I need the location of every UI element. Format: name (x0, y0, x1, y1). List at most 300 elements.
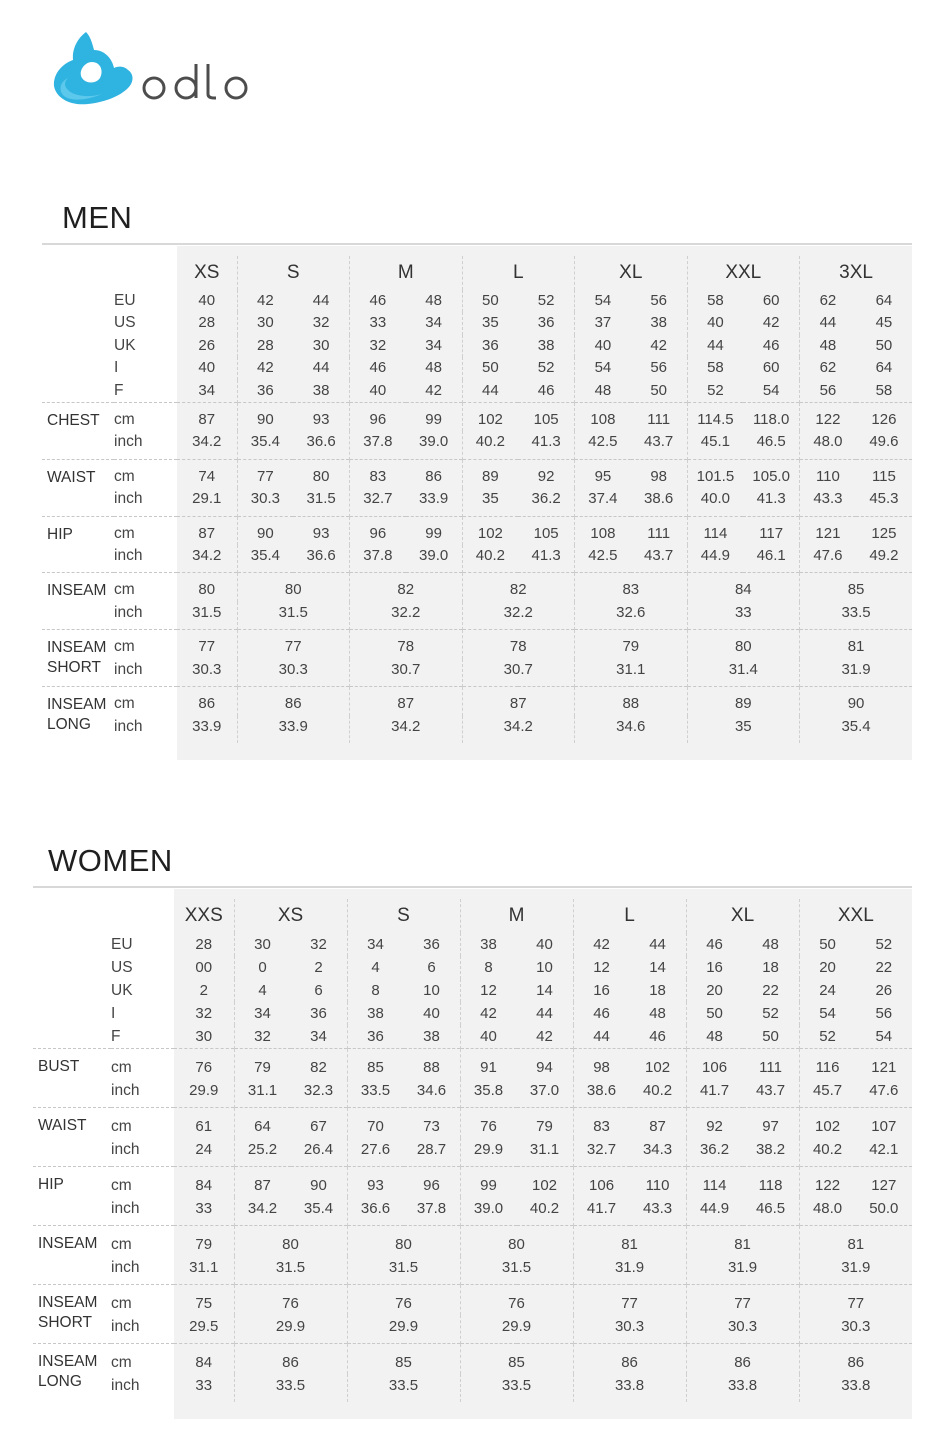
men-conversion-cell: 40 (707, 314, 724, 332)
men-measure-cell: 49.6 (869, 433, 899, 451)
women-conversion-cell: 46 (630, 1025, 687, 1049)
women-measure-cell: 77 (686, 1285, 799, 1316)
women-measure-cell: 76 (174, 1049, 234, 1080)
men-measure-label (42, 403, 114, 460)
women-measure-label (33, 1344, 111, 1403)
women-measure-row (33, 1374, 912, 1402)
women-measure-label (33, 1167, 111, 1226)
men-conversion-cell: 58 (707, 292, 724, 309)
men-conversion-cell: 48 (594, 381, 612, 399)
unit-label: cm (114, 687, 177, 716)
men-conversion-cell: 56 (631, 290, 687, 312)
women-measure-cell: 29.9 (174, 1079, 234, 1108)
women-conversion-cell: 56 (875, 1005, 893, 1022)
men-conversion-cell: 46 (369, 292, 387, 309)
men-measure-cell: 102 (462, 403, 518, 432)
women-measure-label-line: INSEAM (38, 1294, 98, 1311)
women-measure-row (33, 1167, 912, 1198)
women-measure-cell: 81 (799, 1226, 912, 1257)
men-conversion-cell: 34 (406, 335, 462, 357)
men-measure-cell: 33.9 (237, 716, 350, 743)
women-measure-cell: 76 (234, 1285, 347, 1316)
women-conversion-cell: 52 (743, 1002, 800, 1025)
unit-label: inch (111, 1082, 140, 1099)
men-size-heading: XL (575, 256, 688, 290)
women-measure-cell: 38.2 (743, 1138, 800, 1167)
men-measure-cell: 96 (350, 403, 406, 432)
women-measure-cell: 38.6 (586, 1082, 617, 1099)
women-measure-cell: 75 (174, 1285, 234, 1316)
women-measure-cell: 85 (347, 1344, 460, 1375)
men-measure-cell: 45.3 (869, 490, 899, 508)
women-measure-cell: 31.1 (247, 1082, 278, 1099)
men-conversion-cell: 48 (406, 357, 462, 379)
women-conversion-cell: 6 (404, 956, 461, 979)
men-measure-cell: 35 (482, 490, 499, 508)
women-conversion-row (33, 1002, 912, 1025)
men-measure-label (42, 516, 114, 573)
men-conversion-cell: 32 (293, 312, 349, 334)
men-measure-cell: 79 (575, 630, 688, 659)
women-measure-cell: 67 (291, 1108, 348, 1139)
women-measure-cell: 76 (460, 1108, 517, 1139)
unit-label: cm (111, 1344, 174, 1375)
women-measure-cell: 48.0 (812, 1200, 843, 1217)
women-measure-cell: 122 (799, 1167, 856, 1198)
women-measure-cell: 50.0 (869, 1200, 899, 1217)
men-measure-cell: 35 (687, 716, 800, 743)
women-measure-cell: 107 (856, 1108, 913, 1139)
women-conversion-cell: 32 (291, 933, 348, 956)
women-conversion-cell: 34 (367, 936, 384, 953)
men-size-header-row (42, 256, 912, 290)
men-measure-cell: 30.3 (250, 490, 280, 508)
men-conversion-cell: 42 (743, 312, 799, 334)
men-measure-label-line: SHORT (47, 659, 101, 677)
women-measure-cell: 102 (517, 1167, 574, 1198)
men-conversion-cell: 50 (875, 336, 893, 354)
women-measure-cell: 80 (347, 1226, 460, 1257)
men-measure-cell: 45.1 (700, 433, 730, 451)
men-measure-cell: 41.3 (518, 431, 574, 459)
women-conversion-cell: 40 (517, 933, 574, 956)
women-measure-label (33, 1108, 111, 1167)
women-region-label: I (111, 1005, 116, 1022)
men-measure-cell: 89 (687, 687, 800, 716)
men-measure-cell: 41.3 (743, 488, 799, 516)
men-measure-cell: 87 (177, 516, 237, 545)
women-measure-cell: 86 (799, 1344, 912, 1375)
men-measure-cell: 80 (177, 573, 237, 602)
men-conversion-cell: 37 (594, 314, 612, 332)
men-measure-cell: 83 (575, 573, 688, 602)
men-measure-cell: 74 (177, 459, 237, 488)
women-measure-cell: 102 (799, 1108, 856, 1139)
men-conversion-cell: 28 (257, 336, 274, 354)
women-measure-cell: 77 (799, 1285, 912, 1316)
unit-label: inch (111, 1200, 140, 1217)
men-measure-cell: 98 (631, 459, 687, 488)
men-conversion-cell: 46 (369, 359, 387, 377)
men-conversion-cell: 42 (257, 292, 274, 309)
men-measure-cell: 49.2 (869, 547, 899, 565)
women-region-label: US (111, 959, 133, 976)
women-conversion-cell: 4 (258, 982, 267, 999)
women-measure-cell: 118 (743, 1167, 800, 1198)
men-measure-cell: 34.2 (350, 716, 463, 743)
men-size-heading: 3XL (839, 262, 873, 283)
women-conversion-cell: 12 (480, 982, 497, 999)
men-conversion-row (42, 312, 912, 334)
empty-cell (33, 1025, 111, 1049)
women-measure-cell: 106 (573, 1167, 630, 1198)
men-conversion-cell: 48 (406, 290, 462, 312)
men-conversion-row (42, 290, 912, 312)
women-measure-cell: 73 (404, 1108, 461, 1139)
men-region-label: EU (114, 292, 136, 309)
men-measure-cell: 31.5 (177, 602, 237, 630)
unit-label: cm (111, 1285, 174, 1316)
women-conversion-cell: 18 (743, 956, 800, 979)
women-measure-cell: 33.5 (460, 1374, 573, 1402)
men-conversion-cell: 33 (369, 314, 387, 332)
women-measure-cell: 99 (460, 1167, 517, 1198)
men-measure-cell: 115 (856, 459, 912, 488)
women-size-heading: M (460, 899, 573, 933)
women-measure-cell: 116 (799, 1049, 856, 1080)
empty-cell (42, 290, 114, 312)
women-measure-row (33, 1197, 912, 1226)
women-conversion-cell: 48 (743, 933, 800, 956)
women-measure-cell: 64 (234, 1108, 291, 1139)
men-measure-cell: 31.5 (293, 488, 349, 516)
women-measure-label (33, 1049, 111, 1108)
women-measure-cell: 40.2 (630, 1079, 687, 1108)
women-measure-cell: 86 (686, 1344, 799, 1375)
women-measure-cell: 87 (234, 1167, 291, 1198)
women-conversion-cell: 20 (819, 959, 836, 976)
women-measure-cell: 27.6 (360, 1141, 391, 1158)
women-conversion-cell: 8 (484, 959, 493, 976)
women-measure-cell: 85 (460, 1344, 573, 1375)
women-measure-cell: 81 (573, 1226, 686, 1257)
women-conversion-row (33, 956, 912, 979)
unit-label: inch (114, 660, 143, 678)
women-conversion-cell: 42 (593, 936, 610, 953)
men-measure-cell: 122 (800, 403, 856, 432)
women-measure-label-line: WAIST (38, 1117, 87, 1134)
women-conversion-cell: 32 (174, 1002, 234, 1025)
women-measure-cell: 87 (630, 1108, 687, 1139)
men-measure-cell: 99 (406, 516, 462, 545)
men-measure-cell: 96 (350, 516, 406, 545)
women-size-header-row (33, 899, 912, 933)
unit-label: inch (114, 603, 143, 621)
men-conversion-cell: 44 (293, 357, 349, 379)
men-conversion-cell: 40 (369, 381, 387, 399)
women-measure-cell: 30.3 (841, 1318, 871, 1335)
men-measure-cell: 34.2 (177, 545, 237, 573)
men-measure-row (42, 431, 912, 459)
men-measure-label-line: WAIST (47, 468, 96, 486)
men-measure-cell: 36.6 (293, 431, 349, 459)
unit-label: inch (114, 547, 143, 565)
women-measure-row (33, 1285, 912, 1316)
men-measure-cell: 87 (177, 403, 237, 432)
women-conversion-cell: 32 (254, 1028, 271, 1045)
unit-label: inch (114, 433, 143, 451)
women-measure-cell: 36.2 (699, 1141, 730, 1158)
women-conversion-cell: 36 (291, 1002, 348, 1025)
women-measure-cell: 26.4 (291, 1138, 348, 1167)
men-conversion-cell: 64 (875, 359, 893, 377)
men-size-heading: XS (177, 256, 237, 290)
men-conversion-row (42, 335, 912, 357)
women-measure-cell: 33.5 (234, 1374, 347, 1402)
unit-label: inch (114, 717, 143, 735)
men-conversion-cell: 30 (293, 335, 349, 357)
men-measure-cell: 32.2 (350, 602, 463, 630)
women-conversion-cell: 22 (743, 979, 800, 1002)
men-measure-cell: 46.1 (743, 545, 799, 573)
women-measure-cell: 121 (856, 1049, 913, 1080)
men-conversion-row (42, 357, 912, 379)
women-conversion-cell: 6 (291, 979, 348, 1002)
women-measure-label-line: INSEAM (38, 1353, 98, 1370)
empty-cell (33, 956, 111, 979)
men-measure-row (42, 687, 912, 716)
empty-cell (42, 256, 114, 290)
men-measure-cell: 114.5 (687, 403, 743, 432)
men-measure-cell: 31.5 (237, 602, 350, 630)
women-measure-cell: 31.9 (841, 1259, 871, 1276)
women-measure-cell: 93 (347, 1167, 404, 1198)
men-section-title: MEN (62, 200, 133, 235)
women-measure-cell: 70 (347, 1108, 404, 1139)
men-conversion-cell: 44 (482, 381, 499, 399)
men-measure-cell: 126 (856, 403, 912, 432)
women-measure-cell: 41.7 (699, 1082, 730, 1099)
unit-label: cm (111, 1108, 174, 1139)
men-conversion-cell: 40 (594, 336, 612, 354)
men-measure-cell: 110 (800, 459, 856, 488)
women-measure-cell: 80 (234, 1226, 347, 1257)
men-conversion-cell: 44 (707, 336, 724, 354)
empty-cell (114, 256, 177, 290)
odlo-logo-icon (48, 28, 258, 110)
men-measure-cell: 81 (800, 630, 913, 659)
women-measure-cell: 29.9 (460, 1315, 573, 1344)
women-measure-row (33, 1315, 912, 1344)
women-measure-cell: 84 (174, 1167, 234, 1198)
men-measure-cell: 34.6 (575, 716, 688, 743)
men-measure-cell: 40.2 (475, 433, 505, 451)
women-measure-cell: 33 (174, 1374, 234, 1402)
men-measure-cell: 90 (237, 403, 293, 432)
women-measure-cell: 127 (856, 1167, 913, 1198)
men-measure-cell: 32.2 (462, 602, 575, 630)
women-measure-cell: 46.5 (743, 1197, 800, 1226)
women-measure-cell: 30.3 (573, 1315, 686, 1344)
women-size-heading: XXS (174, 899, 234, 933)
men-measure-label-line: INSEAM (47, 582, 107, 600)
men-conversion-cell: 40 (177, 290, 237, 312)
men-conversion-cell: 46 (518, 380, 574, 403)
unit-label: cm (111, 1167, 174, 1198)
women-conversion-cell: 10 (517, 956, 574, 979)
men-measure-cell: 87 (350, 687, 463, 716)
men-region-label: UK (114, 336, 136, 354)
men-measure-cell: 37.4 (588, 490, 618, 508)
men-measure-cell: 111 (631, 516, 687, 545)
women-measure-row (33, 1226, 912, 1257)
empty-cell (33, 1002, 111, 1025)
women-size-heading: L (573, 899, 686, 933)
women-measure-cell: 33.8 (841, 1377, 871, 1394)
men-measure-cell: 29.1 (177, 488, 237, 516)
women-conversion-cell: 14 (517, 979, 574, 1002)
men-conversion-cell: 56 (819, 381, 837, 399)
women-measure-cell: 61 (174, 1108, 234, 1139)
women-measure-cell: 33 (174, 1197, 234, 1226)
men-conversion-cell: 42 (257, 359, 274, 377)
men-measure-cell: 86 (237, 687, 350, 716)
women-measure-cell: 29.9 (234, 1315, 347, 1344)
women-conversion-cell: 38 (480, 936, 497, 953)
men-measure-cell: 102 (462, 516, 518, 545)
men-region-label: I (114, 359, 119, 377)
women-measure-label-line: LONG (38, 1373, 82, 1390)
men-measure-cell: 111 (631, 403, 687, 432)
men-measure-row (42, 545, 912, 573)
women-measure-cell: 79 (174, 1226, 234, 1257)
men-measure-cell: 118.0 (743, 403, 799, 432)
men-measure-cell: 37.8 (363, 433, 393, 451)
women-measure-row (33, 1108, 912, 1139)
women-measure-row (33, 1049, 912, 1080)
women-region-label: F (111, 1028, 121, 1045)
men-measure-cell: 35.4 (250, 547, 280, 565)
men-measure-cell: 82 (462, 573, 575, 602)
men-conversion-cell: 34 (177, 380, 237, 403)
men-conversion-cell: 38 (293, 380, 349, 403)
men-measure-cell: 37.8 (363, 547, 393, 565)
women-measure-cell: 31.5 (234, 1256, 347, 1285)
men-measure-label (42, 630, 114, 687)
men-measure-cell: 88 (575, 687, 688, 716)
men-conversion-cell: 50 (482, 359, 499, 377)
men-measure-cell: 33.9 (177, 716, 237, 743)
women-conversion-row (33, 1025, 912, 1049)
men-measure-cell: 43.7 (631, 431, 687, 459)
men-measure-cell: 30.7 (350, 659, 463, 687)
women-conversion-cell: 4 (371, 959, 380, 976)
men-measure-row (42, 716, 912, 743)
women-conversion-cell: 30 (174, 1025, 234, 1049)
men-measure-label-line: LONG (47, 716, 91, 734)
women-conversion-cell: 50 (743, 1025, 800, 1049)
women-conversion-cell: 40 (404, 1002, 461, 1025)
women-measure-label (33, 1226, 111, 1285)
men-conversion-cell: 36 (482, 336, 499, 354)
women-measure-cell: 102 (630, 1049, 687, 1080)
men-conversion-cell: 36 (518, 312, 574, 334)
men-measure-cell: 108 (575, 516, 631, 545)
men-conversion-cell: 54 (594, 292, 612, 309)
empty-cell (42, 357, 114, 379)
women-conversion-cell: 2 (291, 956, 348, 979)
men-measure-cell: 77 (237, 630, 350, 659)
men-conversion-cell: 42 (631, 335, 687, 357)
women-measure-cell: 85 (347, 1049, 404, 1080)
men-size-heading: M (350, 256, 463, 290)
unit-label: cm (111, 1049, 174, 1080)
women-measure-cell: 33.5 (347, 1374, 460, 1402)
women-conversion-cell: 16 (593, 982, 610, 999)
men-measure-cell: 36.6 (293, 545, 349, 573)
women-measure-cell: 31.5 (460, 1256, 573, 1285)
men-conversion-cell: 45 (875, 314, 893, 332)
women-conversion-cell: 36 (367, 1028, 384, 1045)
women-measure-row (33, 1344, 912, 1375)
women-section-divider (33, 886, 912, 888)
men-measure-cell: 82 (350, 573, 463, 602)
women-measure-cell: 32.7 (586, 1141, 617, 1158)
men-conversion-cell: 36 (257, 381, 274, 399)
women-measure-cell: 34.3 (630, 1138, 687, 1167)
men-conversion-cell: 38 (631, 312, 687, 334)
women-measure-cell: 111 (743, 1049, 800, 1080)
men-measure-label-line: CHEST (47, 412, 100, 430)
women-measure-cell: 30.3 (686, 1315, 799, 1344)
men-measure-cell: 95 (575, 459, 631, 488)
women-measure-cell: 76 (347, 1285, 460, 1316)
women-measure-cell: 32.3 (291, 1079, 348, 1108)
men-size-heading: L (462, 256, 575, 290)
men-measure-cell: 93 (293, 403, 349, 432)
women-section-title: WOMEN (48, 843, 173, 878)
men-measure-cell: 78 (462, 630, 575, 659)
women-measure-cell: 97 (743, 1108, 800, 1139)
men-measure-cell: 80 (237, 573, 350, 602)
men-measure-cell: 105 (518, 516, 574, 545)
women-conversion-cell: 54 (819, 1005, 836, 1022)
women-measure-cell: 90 (291, 1167, 348, 1198)
women-conversion-row (33, 979, 912, 1002)
women-measure-cell: 31.5 (347, 1256, 460, 1285)
women-conversion-cell: 16 (706, 959, 723, 976)
men-measure-cell: 121 (800, 516, 856, 545)
women-size-heading: XS (234, 899, 347, 933)
women-conversion-cell: 00 (174, 956, 234, 979)
men-conversion-cell: 44 (819, 314, 837, 332)
women-conversion-cell: 24 (819, 982, 836, 999)
men-conversion-cell: 26 (177, 335, 237, 357)
men-measure-row (42, 516, 912, 545)
men-conversion-cell: 52 (518, 290, 574, 312)
women-size-heading: XL (686, 899, 799, 933)
women-measure-cell: 35.8 (473, 1082, 504, 1099)
women-conversion-cell: 36 (404, 933, 461, 956)
men-measure-cell: 87 (462, 687, 575, 716)
women-conversion-cell: 28 (174, 933, 234, 956)
men-measure-cell: 125 (856, 516, 912, 545)
women-measure-row (33, 1079, 912, 1108)
men-measure-label-line: HIP (47, 525, 73, 543)
women-measure-cell: 106 (686, 1049, 743, 1080)
women-measure-cell: 110 (630, 1167, 687, 1198)
men-conversion-cell: 35 (482, 314, 499, 332)
